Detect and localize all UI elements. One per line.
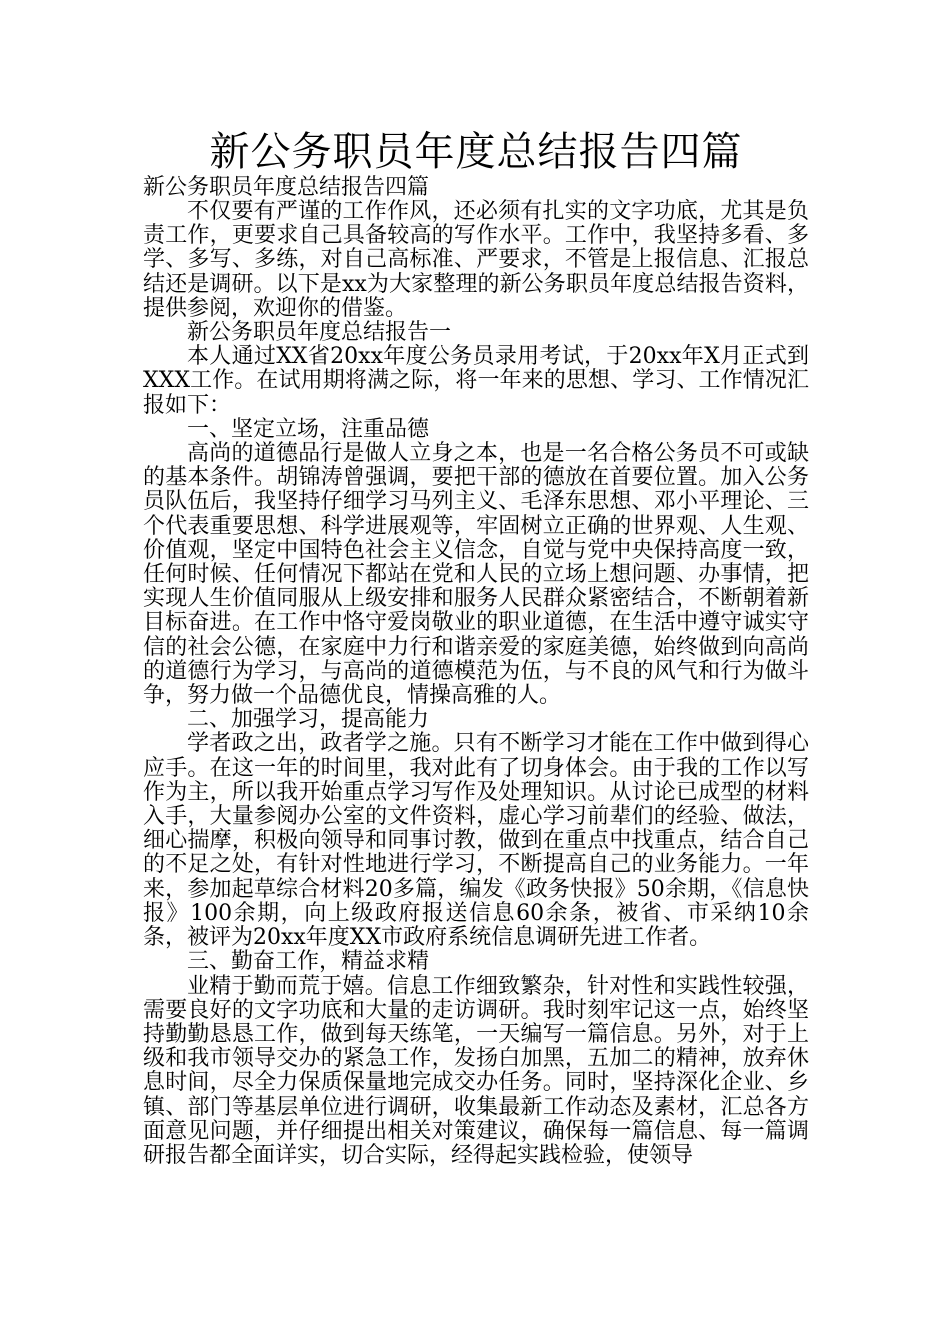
document-page (143, 128, 809, 1168)
section-body-3: 业精于勤而荒于嬉。信息工作细致繁杂，针对性和实践性较强，需要良好的文字功底和大量的走访调研。我时刻牢记这一点，始终坚持勤勤恳恳工作，做到每天练笔，一天编写一篇信息。另外，对于上级和我市领导交办的紧急工作，发扬白加黑，五加二的精神，放弃休息时间，尽全力保质保量地完成交办任务。同时，坚持深化企业、乡镇、部门等基层单位进行调研，收集最新工作动态及素材，汇总各方面意见问题，并仔细提出相关对策建议，确保每一篇信息、每一篇调研报告都全面详实，切合实际，经得起实践检验，使领导 (143, 973, 809, 1168)
section-body-1: 高尚的道德品行是做人立身之本，也是一名合格公务员不可或缺的基本条件。胡锦涛曾强调，要把干部的德放在首要位置。加入公务员队伍后，我坚持仔细学习马列主义、毛泽东思想、邓小平理论、三个代表重要思想、科学进展观等，牢固树立正确的世界观、人生观、价值观，坚定中国特色社会主义信念，自觉与党中央保持高度一致，任何时候、任何情况下都站在党和人民的立场上想问题、办事情，把实现人生价值同服从上级安排和服务人民群众紧密结合，不断朝着新目标奋进。在工作中恪守爱岗敬业的职业道德，在生活中遵守诚实守信的社会公德，在家庭中力行和谐亲爱的家庭美德，始终做到向高尚的道德行为学习，与高尚的道德模范为伍，与不良的风气和行为做斗争，努力做一个品德优良，情操高雅的人。 (143, 441, 809, 709)
intro-paragraph: 不仅要有严谨的工作作风，还必须有扎实的文字功底，尤其是负责工作，更要求自己具备较高的写作水平。工作中，我坚持多看、多学、多写、多练，对自己高标准、严要求，不管是上报信息、汇报总结还是调研。以下是xx为大家整理的新公务职员年度总结报告资料，提供参阅，欢迎你的借鉴。 (143, 199, 809, 321)
section-heading-1: 一、坚定立场，注重品德 (187, 416, 430, 442)
section-heading-3: 三、勤奋工作，精益求精 (187, 949, 430, 975)
section-body-2: 学者政之出，政者学之施。只有不断学习才能在工作中做到得心应手。在这一年的时间里，我对此有了切身体会。由于我的工作以写作为主，所以我开始重点学习写作及处理知识。从讨论已成型的材料入手，大量参阅办公室的文件资料，虚心学习前辈们的经验、做法，细心揣摩，积极向领导和同事讨教，做到在重点中找重点，结合自己的不足之处，有针对性地进行学习，不断提高自己的业务能力。一年来，参加起草综合材料20多篇，编发《政务快报》50余期，《信息快报》100余期，向上级政府报送信息60余条，被省、市采纳10余条，被评为20xx年度XX市政府系统信息调研先进工作者。 (143, 731, 809, 951)
document-subtitle: 新公务职员年度总结报告四篇 (143, 175, 430, 200)
part-title: 新公务职员年度总结报告一 (187, 320, 452, 346)
document-title: 新公务职员年度总结报告四篇 (209, 129, 743, 175)
opening-paragraph: 本人通过XX省20xx年度公务员录用考试，于20xx年X月正式到XXX工作。在试用期将满之际，将一年来的思想、学习、工作情况汇报如下： (143, 344, 809, 418)
section-heading-2: 二、加强学习，提高能力 (187, 707, 430, 733)
